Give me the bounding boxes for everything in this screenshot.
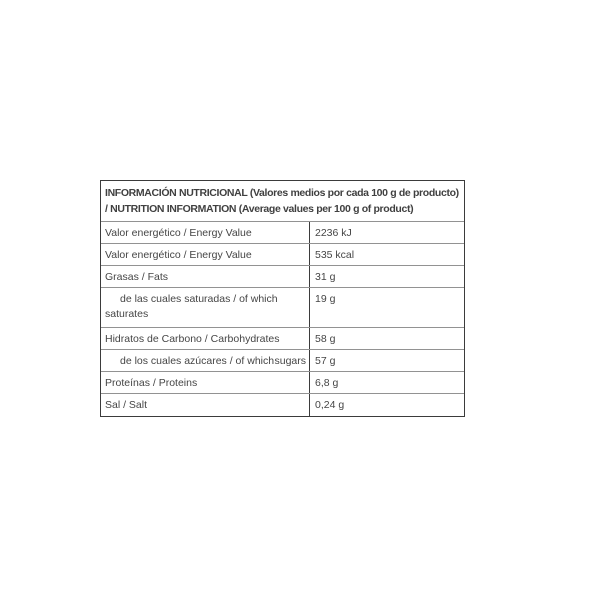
nutrient-label-text: de los cuales azúcares / of which: [120, 355, 275, 367]
nutrient-label: Proteínas / Proteins: [101, 372, 310, 393]
table-row: [101, 244, 464, 266]
table-row: [101, 372, 464, 394]
nutrient-label: Grasas / Fats: [101, 266, 310, 287]
nutrient-value: 19 g: [315, 293, 336, 305]
nutrient-label: Sal / Salt: [101, 394, 310, 416]
table-header-line-2: / NUTRITION INFORMATION (Average values per 100 g of product): [105, 203, 414, 215]
nutrient-label: Valor energético / Energy Value: [101, 244, 310, 265]
table-row: [101, 328, 464, 350]
nutrient-value: 2236 kJ: [315, 227, 352, 239]
nutrient-value: 57 g: [315, 355, 336, 367]
nutrient-value: 0,24 g: [315, 399, 345, 411]
table-row: [101, 266, 464, 288]
table-row: [101, 288, 464, 328]
table-row: [101, 222, 464, 244]
nutrient-label: [101, 350, 310, 371]
table-row: [101, 350, 464, 372]
nutrient-value: 535 kcal: [315, 249, 355, 261]
nutrient-label-suffix: sugars: [274, 355, 306, 367]
nutrient-value: 31 g: [315, 271, 336, 283]
nutrient-value: 6,8 g: [315, 377, 339, 389]
nutrient-value: 58 g: [315, 333, 336, 345]
table-header: [101, 181, 464, 222]
nutrient-label: Valor energético / Energy Value: [101, 222, 310, 243]
table-header-line-1: INFORMACIÓN NUTRICIONAL (Valores medios por cada 100 g de producto): [105, 187, 459, 199]
nutrient-label: Hidratos de Carbono / Carbohydrates: [101, 328, 310, 349]
nutrient-label: de las cuales saturadas / of which saturates: [101, 288, 310, 327]
table-row: [101, 394, 464, 416]
nutrition-table: [100, 180, 465, 417]
